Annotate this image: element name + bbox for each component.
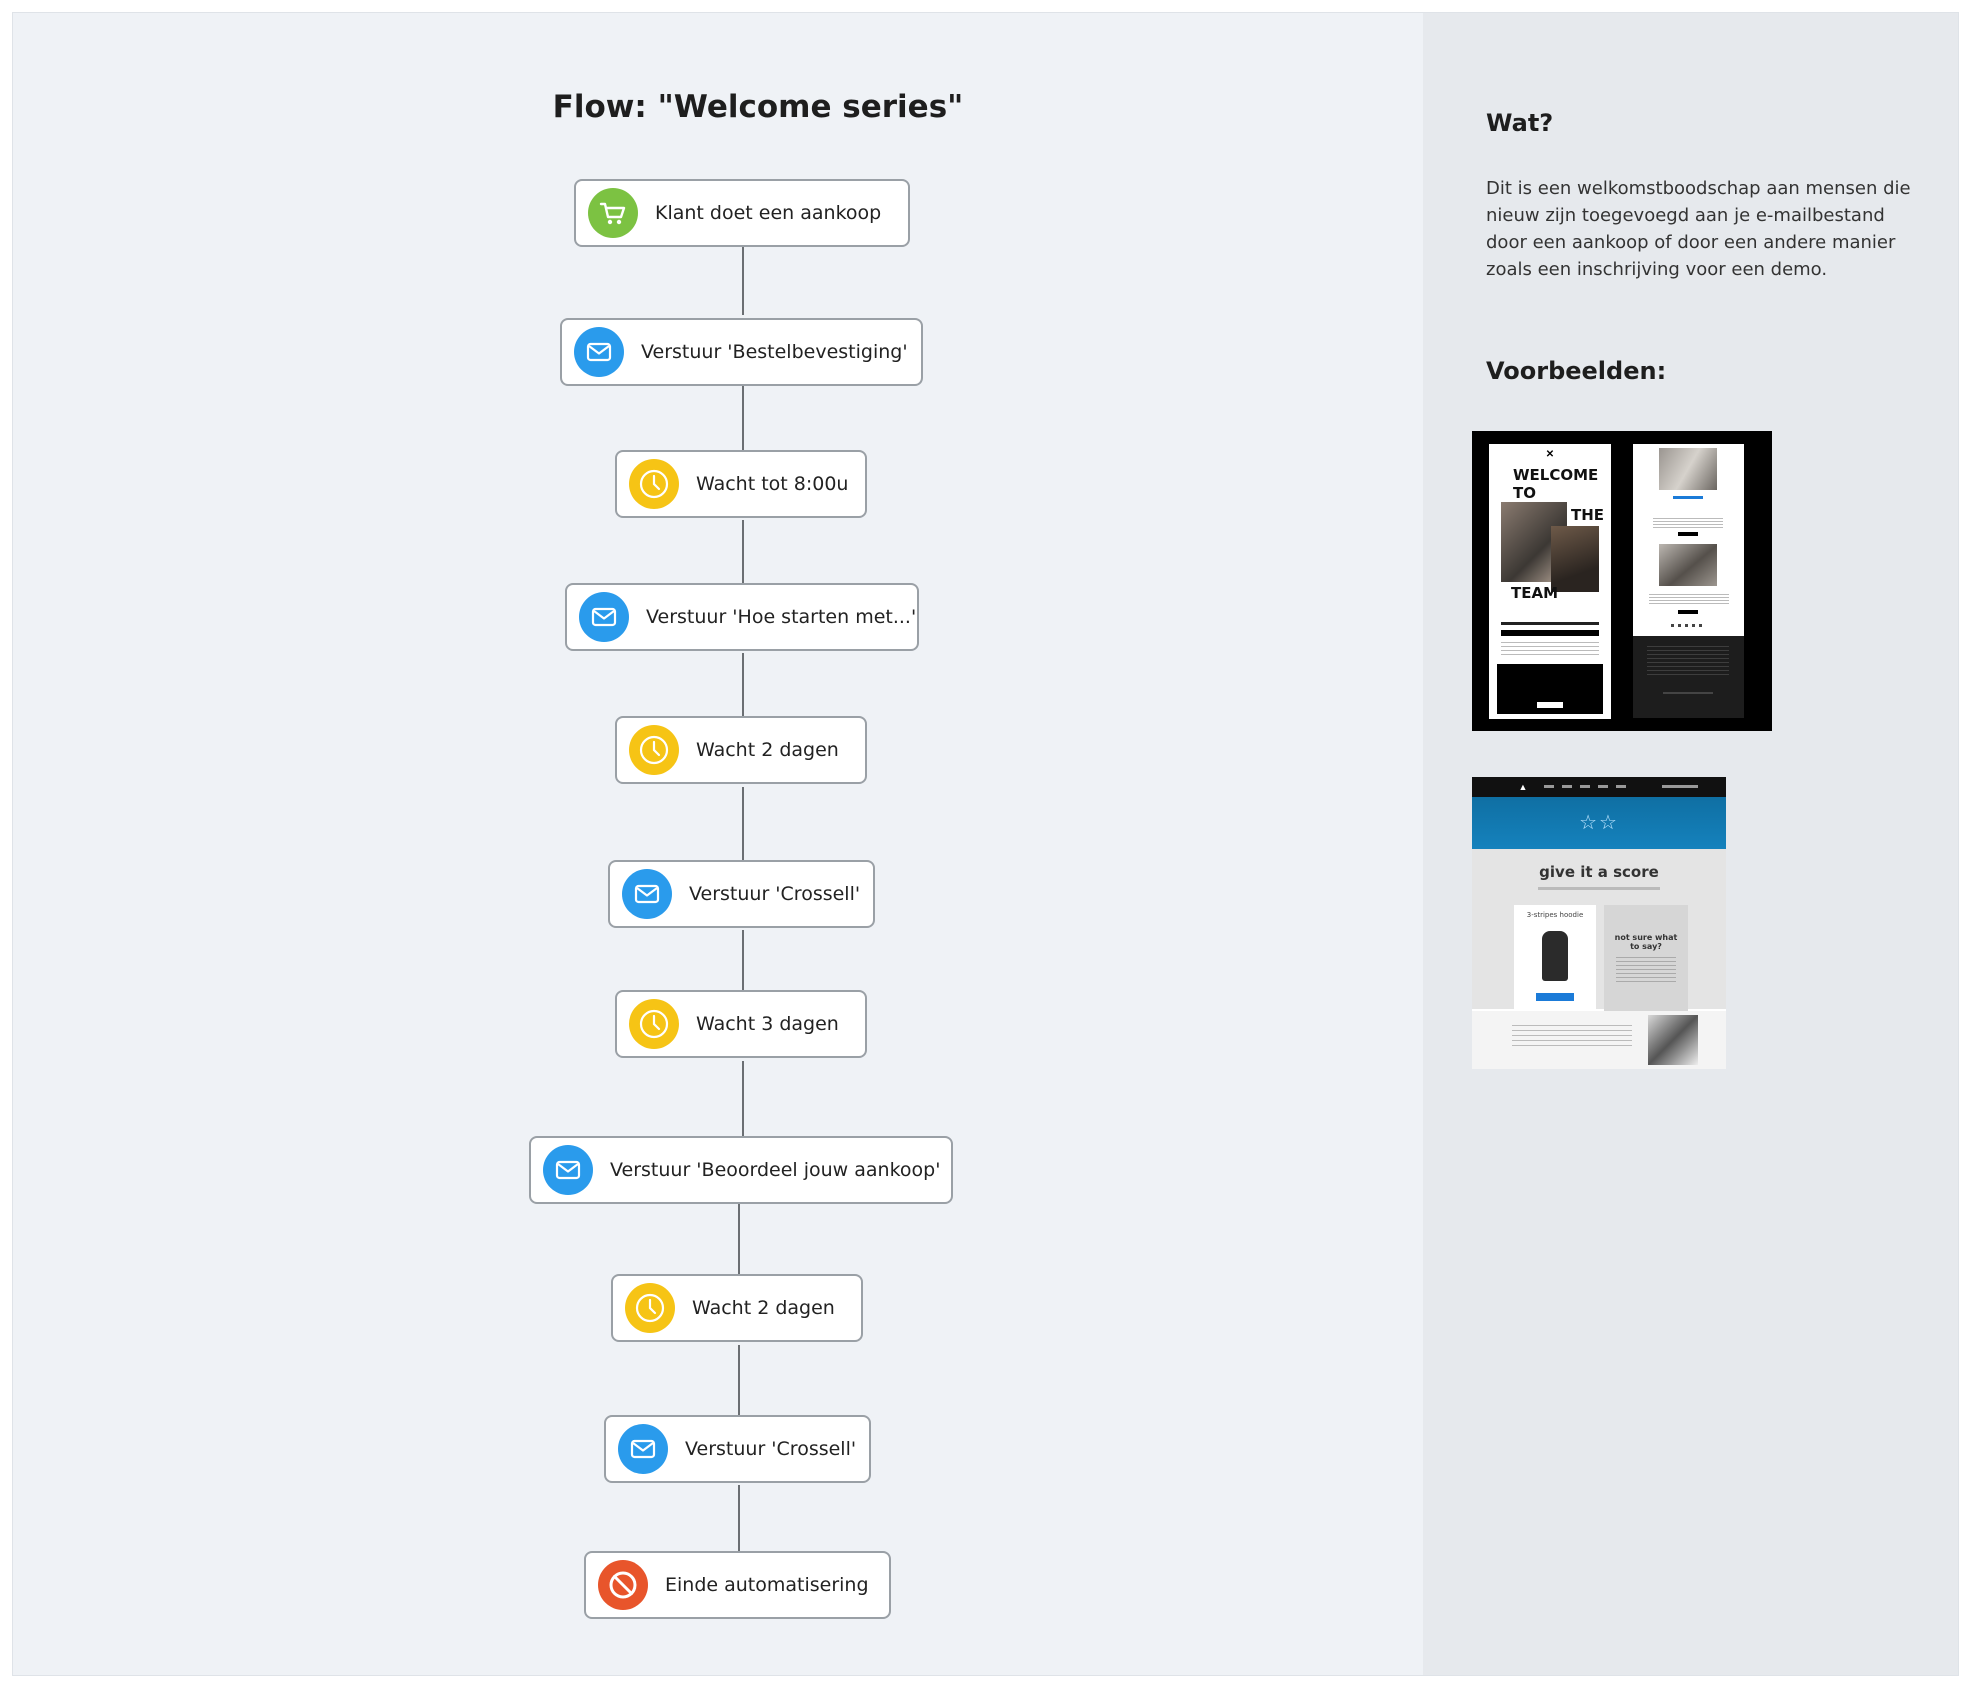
gym-photo (1659, 544, 1717, 586)
hero-banner (1472, 797, 1726, 849)
stop-icon (598, 1560, 648, 1610)
email-preview-left (1489, 444, 1611, 719)
model-photo (1648, 1015, 1698, 1065)
flow-connector (738, 1485, 740, 1557)
flow-step-wait[interactable] (615, 990, 867, 1058)
nav-links (1662, 785, 1698, 788)
help-card (1604, 905, 1688, 1013)
footer-text (1647, 646, 1729, 676)
cta-button (1678, 532, 1698, 536)
flow-step-end[interactable] (584, 1551, 891, 1619)
flow-connector (742, 653, 744, 722)
step-label: Wacht tot 8:00u (696, 473, 849, 495)
flow-title: Flow: "Welcome series" (552, 89, 964, 125)
step-label: Wacht 2 dagen (692, 1297, 835, 1319)
review-heading: give it a score (1539, 863, 1659, 881)
category-links (1512, 1025, 1632, 1047)
email-nav-bar (1472, 777, 1726, 797)
step-label: Verstuur 'Crossell' (685, 1438, 857, 1460)
step-label: Klant doet een aankoop (655, 202, 882, 224)
step-label: Einde automatisering (665, 1574, 869, 1596)
review-subtext (1538, 887, 1660, 890)
clock-icon (629, 459, 679, 509)
text-block (1501, 622, 1599, 625)
examples-heading: Voorbeelden: (1486, 357, 1667, 385)
clock-icon (629, 999, 679, 1049)
athlete-photo (1551, 526, 1599, 592)
envelope-icon (622, 869, 672, 919)
flow-step-email[interactable] (529, 1136, 953, 1204)
flow-step-email[interactable] (604, 1415, 871, 1483)
canvas (12, 12, 1959, 1676)
text-block (1673, 496, 1703, 499)
cta-button (1678, 610, 1698, 614)
flow-connector (742, 930, 744, 996)
flow-connector (742, 520, 744, 589)
flow-step-wait[interactable] (615, 450, 867, 518)
flow-step-wait[interactable] (615, 716, 867, 784)
envelope-icon (543, 1145, 593, 1195)
help-title: not sure what to say? (1614, 933, 1678, 951)
flow-step-wait[interactable] (611, 1274, 863, 1342)
text-block (1649, 594, 1729, 604)
welcome-line-2b: THE (1571, 506, 1605, 524)
star-icon: ☆☆ (1579, 812, 1619, 834)
flow-connector (738, 1345, 740, 1421)
cta-button (1537, 702, 1563, 708)
text-block (1501, 642, 1599, 658)
flow-connector (742, 247, 744, 315)
brand-logo-icon: ✕ (1545, 449, 1555, 460)
text-block (1501, 630, 1599, 636)
flow-connector (742, 386, 744, 455)
flow-panel (13, 13, 1423, 1675)
social-icons (1671, 624, 1705, 627)
flow-connector (738, 1204, 740, 1280)
envelope-icon (618, 1424, 668, 1474)
flow-step-email[interactable] (565, 583, 919, 651)
clock-icon (625, 1283, 675, 1333)
product-card (1514, 905, 1596, 1013)
text-block (1653, 518, 1723, 528)
brand-logo-icon: ▲ (1518, 782, 1528, 792)
flow-step-email[interactable] (608, 860, 875, 928)
step-label: Verstuur 'Crossell' (689, 883, 861, 905)
welcome-line-3: TEAM (1511, 584, 1559, 602)
envelope-icon (579, 592, 629, 642)
step-label: Verstuur 'Beoordeel jouw aankoop' (610, 1159, 941, 1181)
hoodie-image (1542, 931, 1568, 981)
category-section (1472, 1011, 1726, 1069)
email-preview-right (1633, 444, 1744, 636)
flow-step-trigger[interactable] (574, 179, 910, 247)
flow-connector (742, 787, 744, 866)
envelope-icon (574, 327, 624, 377)
step-label: Verstuur 'Hoe starten met...' (646, 606, 917, 628)
flow-step-email[interactable] (560, 318, 923, 386)
phone-photo (1659, 448, 1717, 490)
nav-links (1544, 785, 1634, 788)
clock-icon (629, 725, 679, 775)
step-label: Verstuur 'Bestelbevestiging' (641, 341, 908, 363)
help-text (1616, 957, 1676, 983)
flow-connector (742, 1061, 744, 1142)
product-name: 3-stripes hoodie (1526, 911, 1584, 919)
step-label: Wacht 2 dagen (696, 739, 839, 761)
review-button (1536, 993, 1574, 1001)
step-label: Wacht 3 dagen (696, 1013, 839, 1035)
email-preview-footer (1633, 636, 1744, 718)
footer-text (1663, 692, 1713, 694)
cart-icon (588, 188, 638, 238)
example-email-thumbnail-2[interactable] (1472, 777, 1726, 1069)
welcome-line-1: WELCOME (1513, 466, 1599, 484)
what-heading: Wat? (1486, 109, 1554, 137)
welcome-line-2a: TO (1513, 484, 1536, 502)
example-email-thumbnail-1[interactable] (1472, 431, 1772, 731)
what-description: Dit is een welkomstboodschap aan mensen die nieuw zijn toegevoegd aan je e-mailbestand door een aankoop of door een andere manier zoals een inschrijving voor een demo. (1486, 178, 1911, 280)
review-section (1472, 849, 1726, 1009)
